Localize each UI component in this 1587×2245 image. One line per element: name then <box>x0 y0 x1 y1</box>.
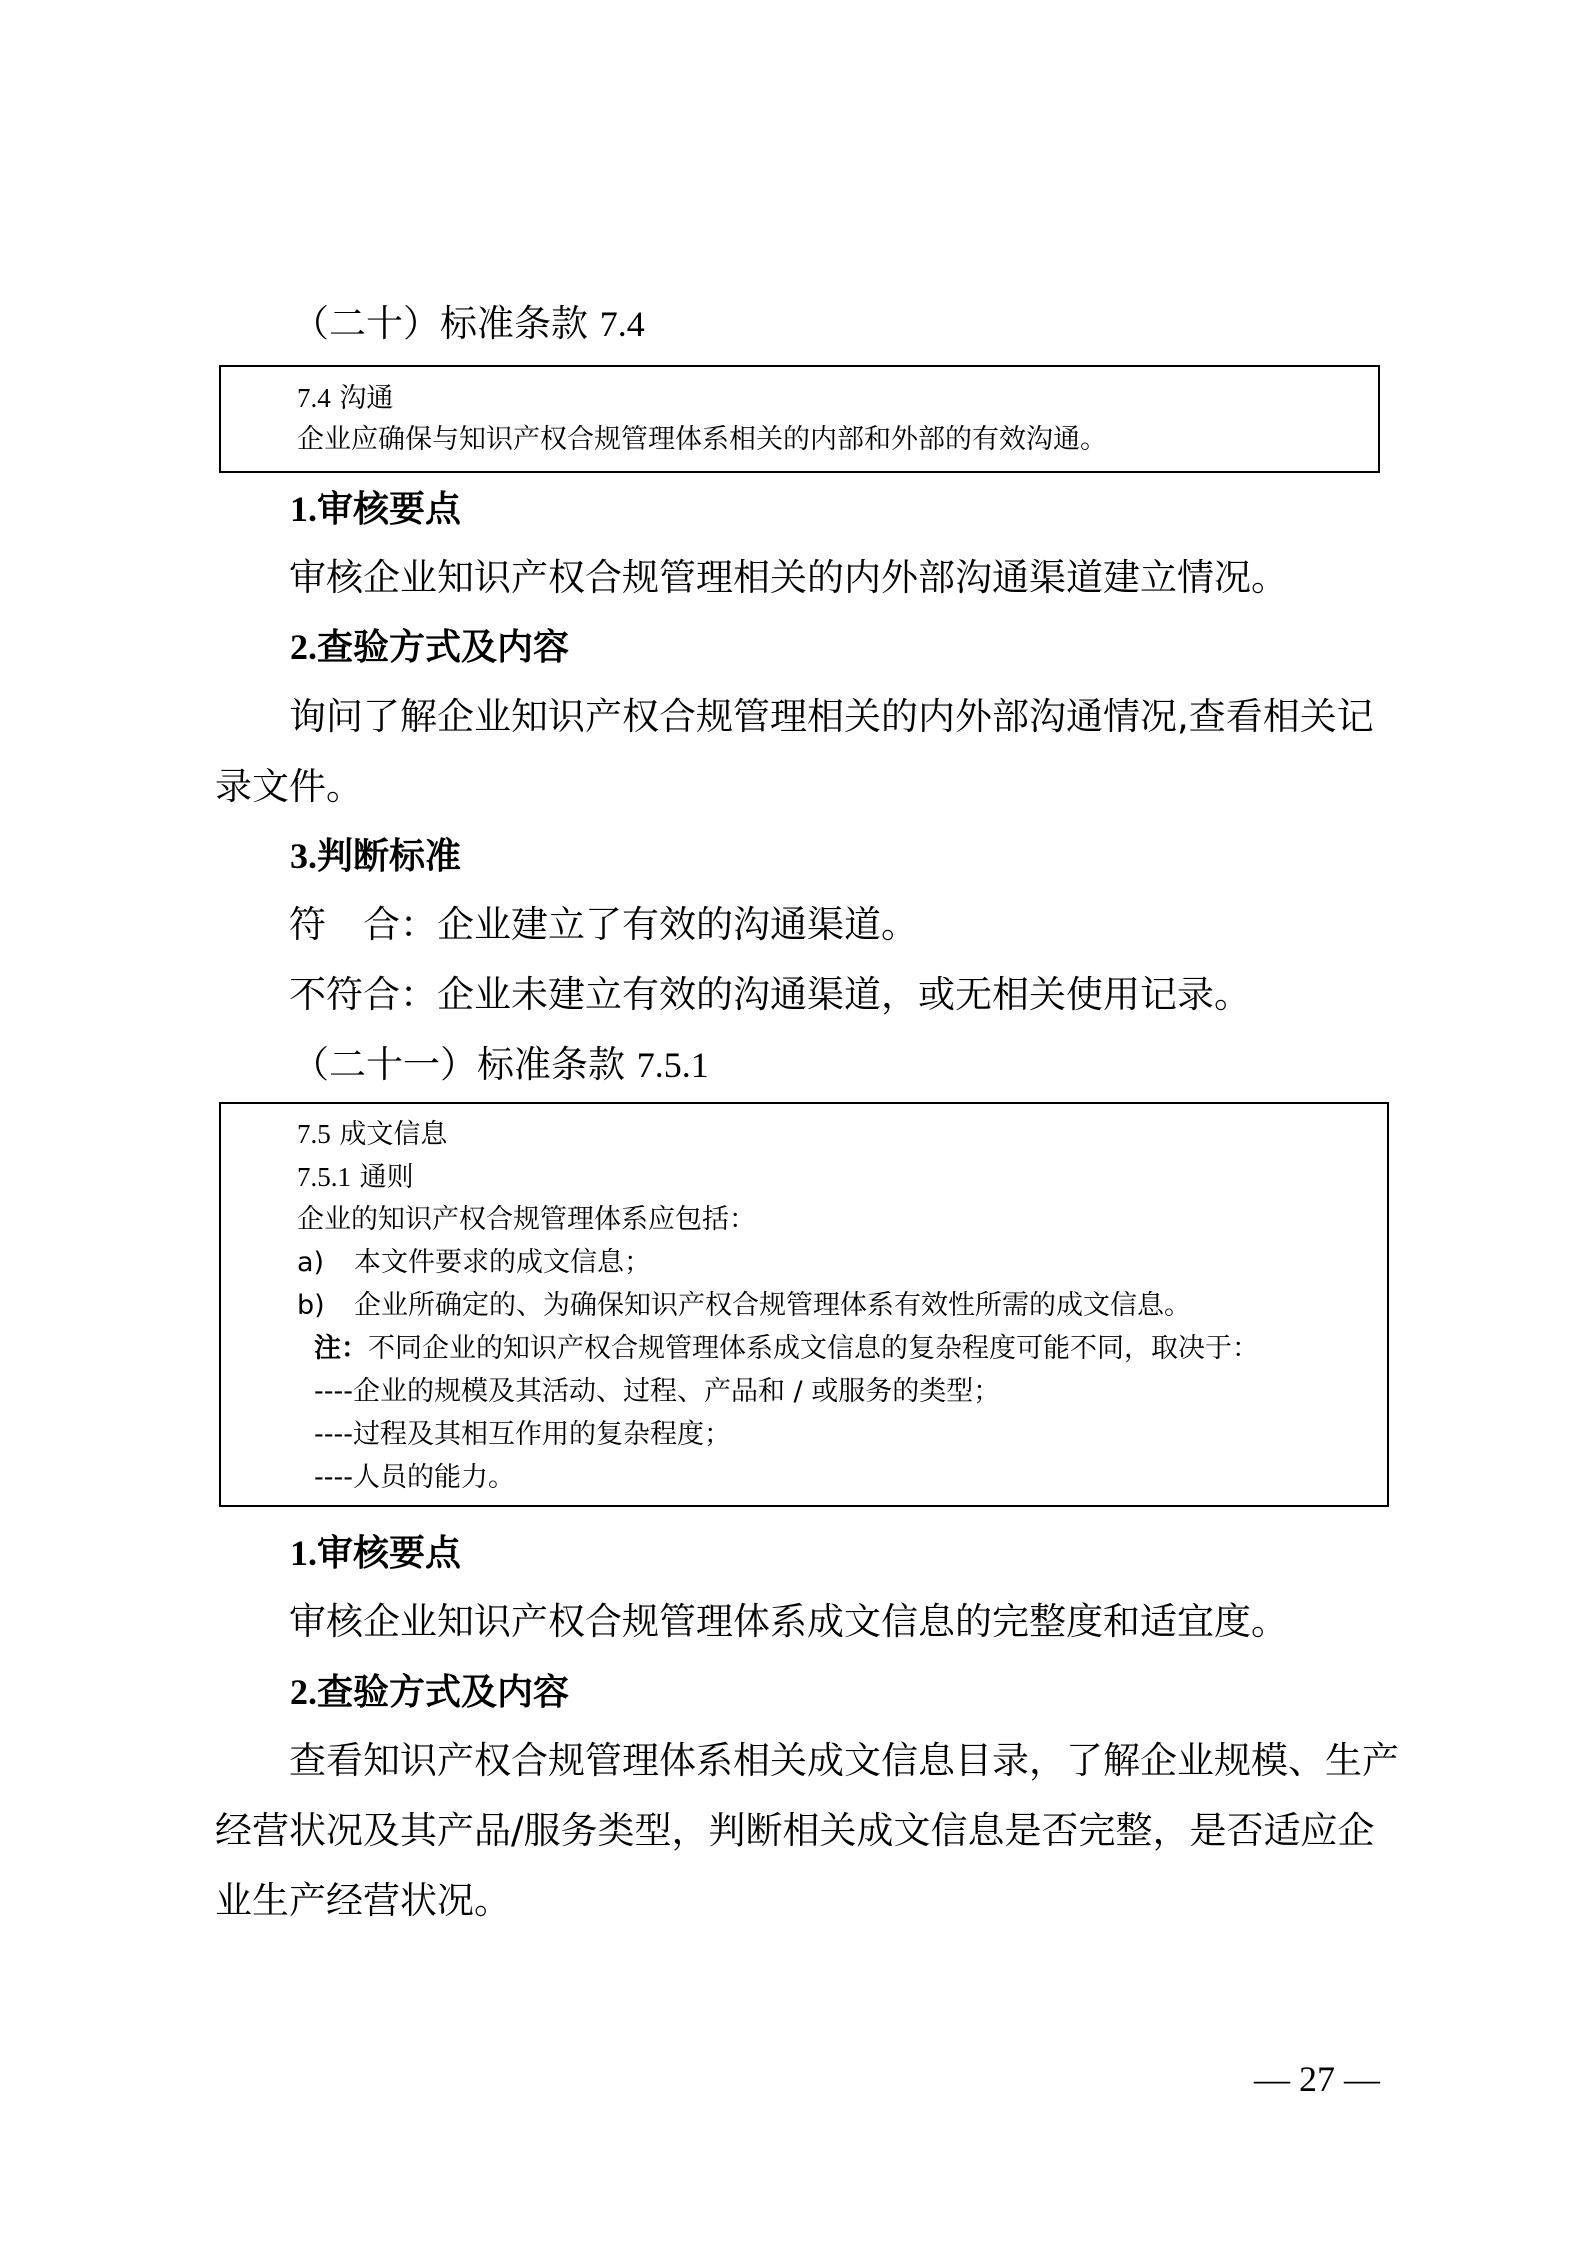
clause-list-item-b: b) 企业所确定的、为确保知识产权合规管理体系有效性所需的成文信息。 <box>297 1290 1191 1321</box>
section-21-title-text: （二十一）标准条款 <box>292 1043 625 1086</box>
clause-7-5-heading: 7.5 成文信息 <box>297 1119 448 1150</box>
s20-check-method-text-1: 询问了解企业知识产权合规管理相关的内外部沟通情况,查看相关记 <box>289 695 1374 738</box>
clause-7-4-text: 企业应确保与知识产权合规管理体系相关的内部和外部的有效沟通。 <box>297 424 1107 455</box>
s20-heading-check-method: 2.查验方式及内容 <box>290 627 570 668</box>
s20-criteria-nonconform: 不符合：企业未建立有效的沟通渠道，或无相关使用记录。 <box>289 973 1251 1016</box>
s20-criteria-conform: 符 合：企业建立了有效的沟通渠道。 <box>289 903 918 946</box>
section-20-title <box>292 302 645 346</box>
clause-note-dash-1: ----企业的规模及其活动、过程、产品和 / 或服务的类型； <box>314 1376 1001 1407</box>
page-number: — 27 — <box>1254 2059 1380 2099</box>
clause-note-dash-3: ----人员的能力。 <box>314 1462 515 1493</box>
section-20-title-text: （二十）标准条款 <box>292 302 588 345</box>
s21-heading-audit-points: 1.审核要点 <box>290 1533 462 1574</box>
s20-audit-points-text: 审核企业知识产权合规管理相关的内外部沟通渠道建立情况。 <box>289 556 1288 599</box>
clause-7-4-heading: 7.4 沟通 <box>297 383 394 414</box>
s21-heading-check-method: 2.查验方式及内容 <box>290 1672 570 1713</box>
clause-7-5-1-box <box>219 1102 1389 1507</box>
clause-note-dash-2: ----过程及其相互作用的复杂程度； <box>314 1419 731 1450</box>
s20-heading-audit-points: 1.审核要点 <box>290 489 462 530</box>
clause-list-item-a: a) 本文件要求的成文信息； <box>297 1247 651 1278</box>
section-21-clause-number: 7.5.1 <box>636 1045 709 1085</box>
s20-heading-criteria: 3.判断标准 <box>290 836 462 877</box>
s21-check-method-text-1: 查看知识产权合规管理体系相关成文信息目录，了解企业规模、生产 <box>289 1739 1399 1782</box>
section-20-clause-number: 7.4 <box>599 304 645 344</box>
s21-check-method-text-3: 业生产经营状况。 <box>215 1879 511 1922</box>
clause-7-5-1-heading: 7.5.1 通则 <box>297 1162 414 1193</box>
s20-check-method-text-2: 录文件。 <box>215 765 363 808</box>
s21-audit-points-text: 审核企业知识产权合规管理体系成文信息的完整度和适宜度。 <box>289 1600 1288 1643</box>
clause-7-4-box <box>219 365 1380 473</box>
s21-check-method-text-2: 经营状况及其产品/服务类型，判断相关成文信息是否完整，是否适应企 <box>215 1809 1375 1852</box>
clause-7-5-1-intro: 企业的知识产权合规管理体系应包括： <box>297 1204 756 1235</box>
clause-note: 注：不同企业的知识产权合规管理体系成文信息的复杂程度可能不同，取决于： <box>314 1333 1259 1364</box>
section-21-title <box>292 1043 709 1087</box>
